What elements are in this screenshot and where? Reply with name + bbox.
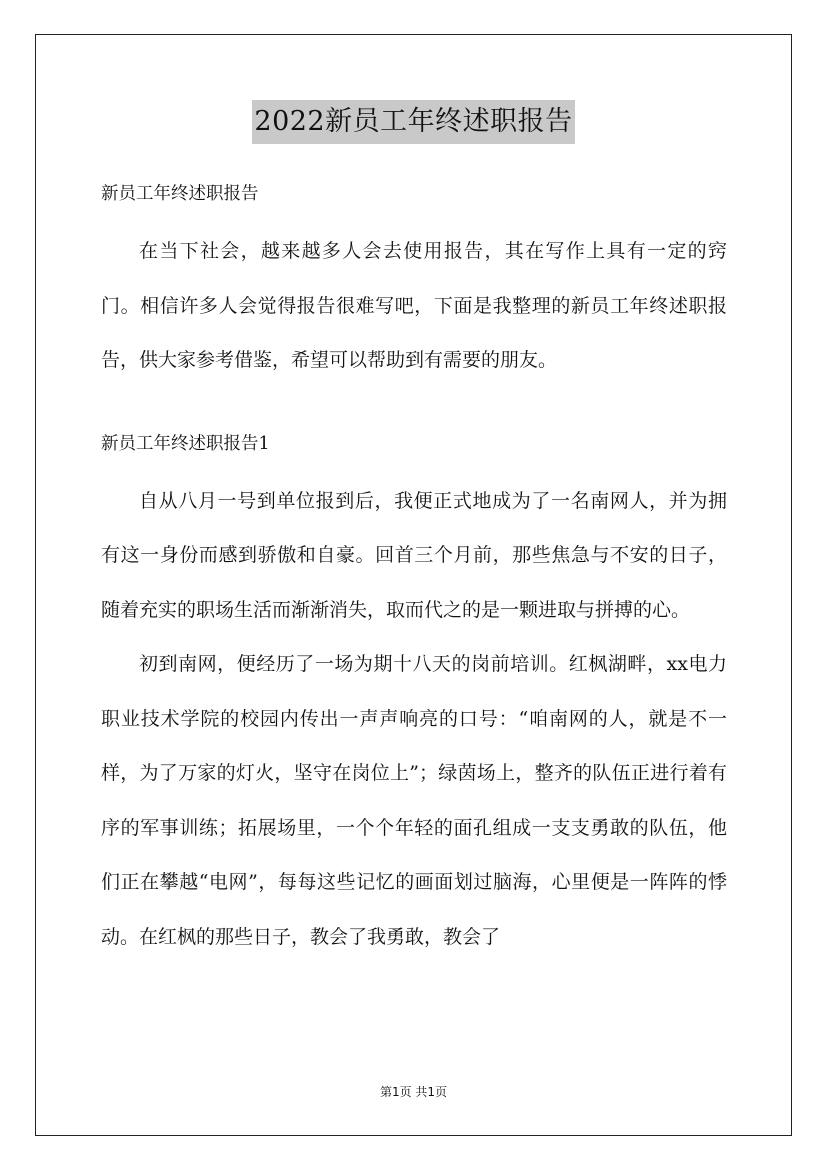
document-body xyxy=(101,172,727,964)
spacer xyxy=(101,388,727,422)
document-title: 2022新员工年终述职报告 xyxy=(252,100,574,144)
intro-paragraph: 在当下社会，越来越多人会去使用报告，其在写作上具有一定的窍门。相信许多人会觉得报告很难写吧，下面是我整理的新员工年终述职报告，供大家参考借鉴，希望可以帮助到有需要的朋友。 xyxy=(101,240,727,371)
title-container xyxy=(0,100,827,144)
page-number: 第1页 共1页 xyxy=(379,1085,448,1099)
spacer xyxy=(101,466,727,474)
body-paragraph: 初到南网，便经历了一场为期十八天的岗前培训。红枫湖畔，xx电力职业技术学院的校园内传出一声声响亮的口号：“咱南网的人，就是不一样，为了万家的灯火，坚守在岗位上”；绿茵场上，整齐的队伍正进行着有序的军事训练；拓展场里，一个个年轻的面孔组成一支支勇敢的队伍，他们正在攀越“电网”，每每这些记忆的画面划过脑海，心里便是一阵阵的悸动。在红枫的那些日子，教会了我勇敢，教会了 xyxy=(101,653,727,948)
document-subtitle: 新员工年终述职报告 xyxy=(101,184,259,204)
section-heading: 新员工年终述职报告1 xyxy=(101,433,270,454)
spacer xyxy=(101,216,727,224)
body-paragraph: 自从八月一号到单位报到后，我便正式地成为了一名南网人，并为拥有这一身份而感到骄傲和自豪。回首三个月前，那些焦急与不安的日子，随着充实的职场生活而渐渐消失，取而代之的是一颗进取与拼搏的心。 xyxy=(101,489,727,621)
